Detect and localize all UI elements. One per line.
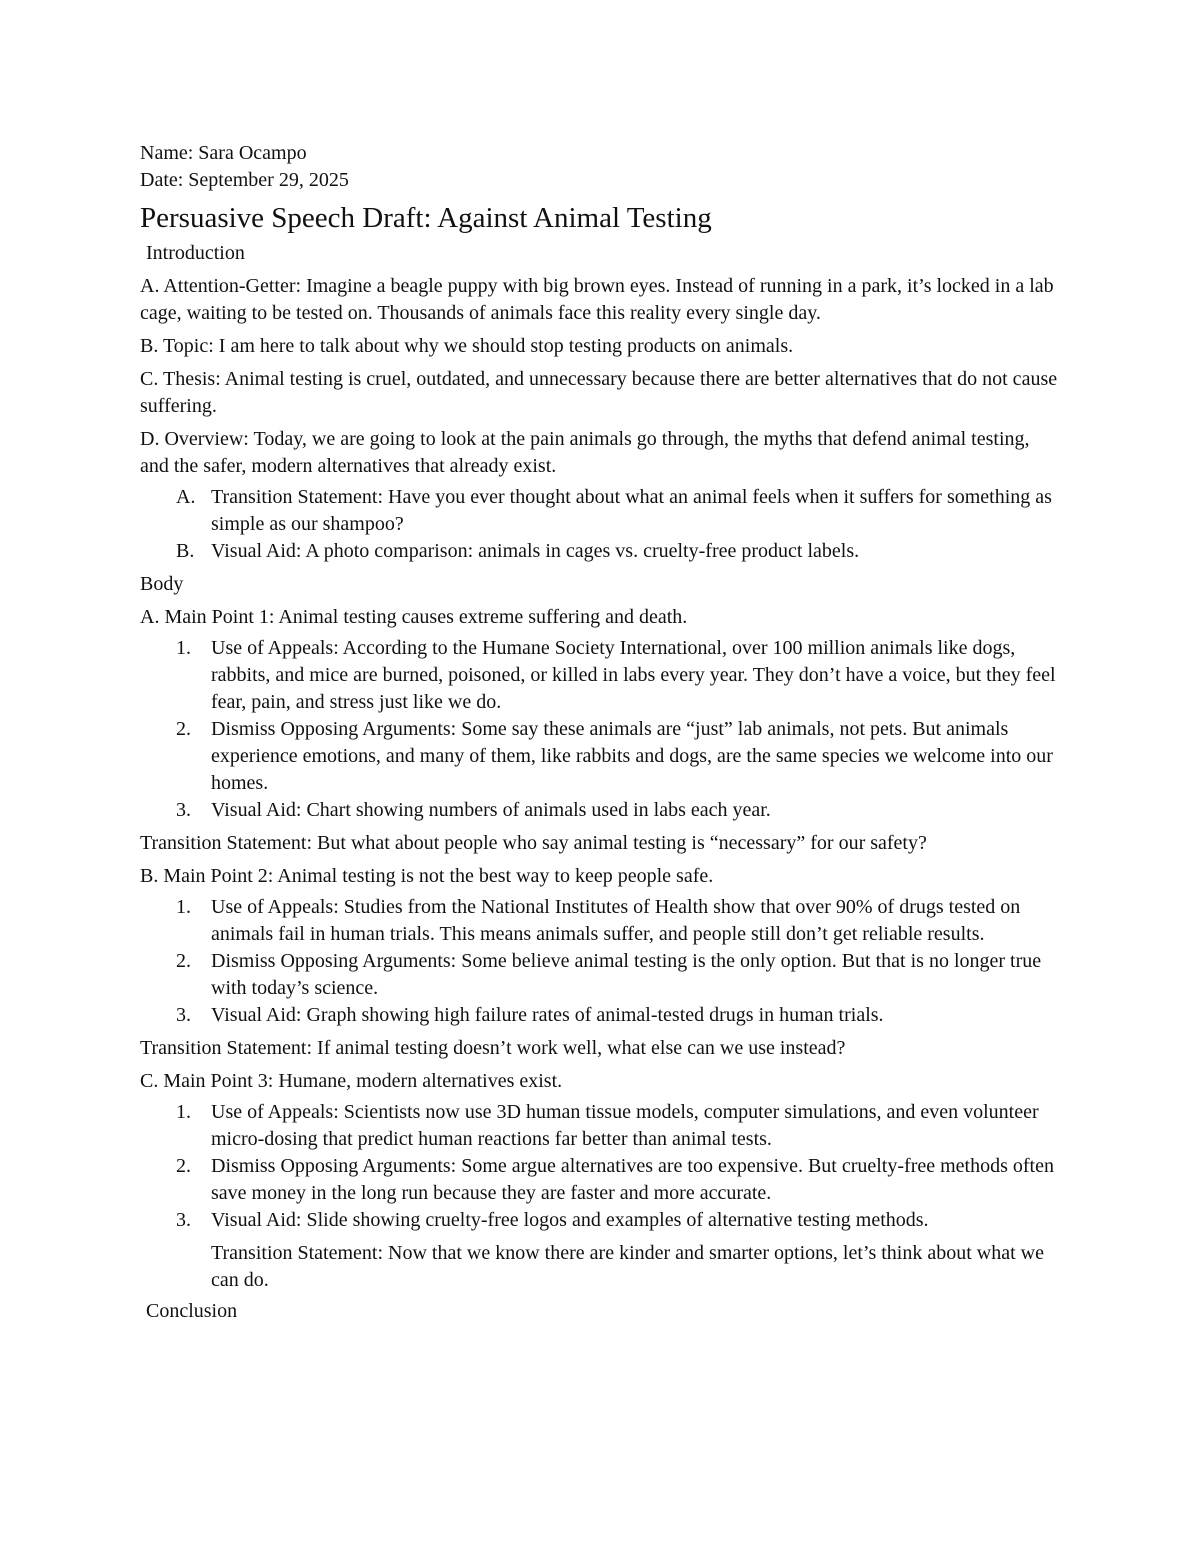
list-item-text: Visual Aid: A photo comparison: animals in cages vs. cruelty-free product labels. (211, 540, 860, 562)
list-marker: 3. (176, 1004, 191, 1026)
body-heading: Body (140, 573, 184, 595)
intro-list (140, 484, 1060, 565)
main-point-3-list (140, 1099, 1060, 1234)
list-item-text: Visual Aid: Slide showing cruelty-free logos and examples of alternative testing methods. (211, 1209, 929, 1231)
conclusion-heading: Conclusion (146, 1300, 238, 1322)
list-item (140, 894, 1060, 948)
list-item-text: Visual Aid: Graph showing high failure rates of animal-tested drugs in human trials. (211, 1004, 884, 1026)
list-marker: 2. (176, 1155, 191, 1177)
author-name: Name: Sara Ocampo (140, 142, 307, 164)
main-point-2-list (140, 894, 1060, 1029)
list-item-text: Visual Aid: Chart showing numbers of animals used in labs each year. (211, 799, 771, 821)
document-title: Persuasive Speech Draft: Against Animal Testing (140, 202, 712, 234)
list-item-text: Use of Appeals: According to the Humane Society International, over 100 million animals like dogs, rabbits, and mice are burned, poisoned, or killed in labs every year. They don’t have a voice, but they feel fear, pain, and stress just like we do. (211, 637, 1056, 713)
list-item (140, 1207, 1060, 1234)
document-page (140, 140, 1060, 1325)
intro-overview: D. Overview: Today, we are going to look at the pain animals go through, the myths that defend animal testing, and the safer, modern alternatives that already exist. (140, 428, 1030, 477)
transition-statement-1: Transition Statement: But what about people who say animal testing is “necessary” for our safety? (140, 832, 927, 854)
introduction-heading: Introduction (146, 242, 245, 264)
list-item-text: Transition Statement: Have you ever thought about what an animal feels when it suffers for something as simple as our shampoo? (211, 486, 1052, 535)
main-point-3-heading: C. Main Point 3: Humane, modern alternatives exist. (140, 1070, 563, 1092)
list-item (140, 948, 1060, 1002)
transition-statement-3: Transition Statement: Now that we know there are kinder and smarter options, let’s think about what we can do. (211, 1242, 1044, 1291)
intro-thesis: C. Thesis: Animal testing is cruel, outdated, and unnecessary because there are better alternatives that do not cause suffering. (140, 368, 1058, 417)
list-marker: 1. (176, 896, 191, 918)
list-item-text: Dismiss Opposing Arguments: Some argue alternatives are too expensive. But cruelty-free methods often save money in the long run because they are faster and more accurate. (211, 1155, 1054, 1204)
list-marker: A. (176, 486, 196, 508)
list-item (140, 1153, 1060, 1207)
list-item-text: Use of Appeals: Studies from the National Institutes of Health show that over 90% of drugs tested on animals fail in human trials. This means animals suffer, and people still don’t get reliable results. (211, 896, 1021, 945)
list-item (140, 716, 1060, 797)
list-marker: 2. (176, 950, 191, 972)
transition-statement-2: Transition Statement: If animal testing doesn’t work well, what else can we use instead? (140, 1037, 846, 1059)
main-point-1-heading: A. Main Point 1: Animal testing causes extreme suffering and death. (140, 606, 688, 628)
list-item (140, 484, 1060, 538)
main-point-2-heading: B. Main Point 2: Animal testing is not the best way to keep people safe. (140, 865, 714, 887)
intro-topic: B. Topic: I am here to talk about why we should stop testing products on animals. (140, 335, 794, 357)
list-item (140, 1002, 1060, 1029)
list-marker: 3. (176, 799, 191, 821)
intro-attention-getter: A. Attention-Getter: Imagine a beagle puppy with big brown eyes. Instead of running in a park, it’s locked in a lab cage, waiting to be tested on. Thousands of animals face this reality every single day. (140, 275, 1054, 324)
main-point-1-list (140, 635, 1060, 824)
list-item (140, 797, 1060, 824)
list-marker: B. (176, 540, 195, 562)
list-item (140, 538, 1060, 565)
list-item-text: Dismiss Opposing Arguments: Some believe animal testing is the only option. But that is no longer true with today’s science. (211, 950, 1042, 999)
list-item-text: Use of Appeals: Scientists now use 3D human tissue models, computer simulations, and even volunteer micro-dosing that predict human reactions far better than animal tests. (211, 1101, 1039, 1150)
list-item-text: Dismiss Opposing Arguments: Some say these animals are “just” lab animals, not pets. But animals experience emotions, and many of them, like rabbits and dogs, are the same species we welcome into our homes. (211, 718, 1053, 794)
list-item (140, 1099, 1060, 1153)
list-marker: 3. (176, 1209, 191, 1231)
list-marker: 2. (176, 718, 191, 740)
list-item (140, 635, 1060, 716)
document-date: Date: September 29, 2025 (140, 169, 349, 191)
list-marker: 1. (176, 1101, 191, 1123)
list-marker: 1. (176, 637, 191, 659)
